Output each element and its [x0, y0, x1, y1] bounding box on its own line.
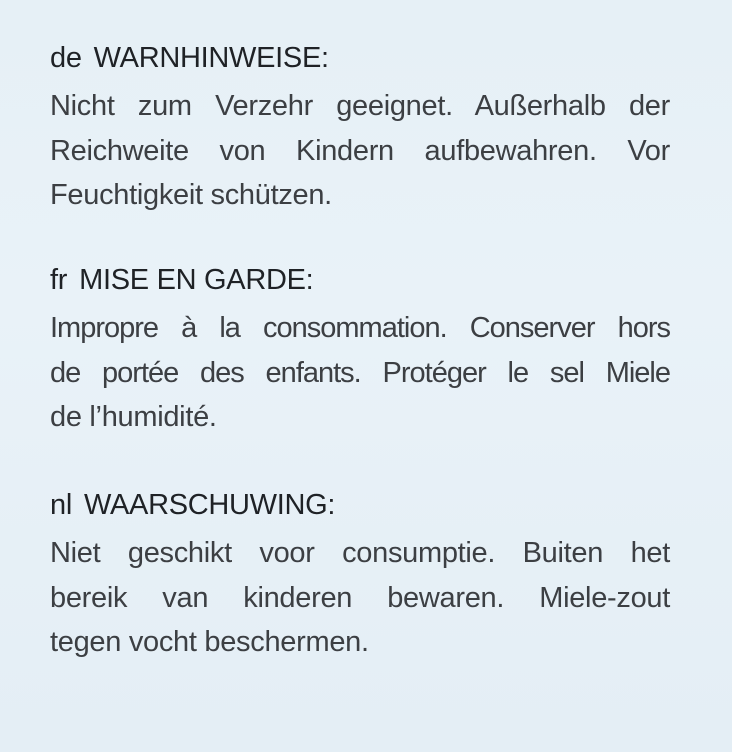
- text-line: Reichweite von Kindern aufbewahren. Vor: [50, 134, 670, 167]
- language-code: fr: [50, 264, 68, 296]
- section-heading: [50, 40, 670, 76]
- text-line: Impropre à la consommation. Conserver hors: [50, 312, 670, 344]
- section-heading: [50, 487, 670, 523]
- language-code: nl: [50, 489, 72, 521]
- section-title: WAARSCHUWING:: [83, 489, 336, 521]
- warning-text: [50, 531, 670, 665]
- section-title: MISE EN GARDE:: [79, 264, 314, 296]
- text-line: Nicht zum Verzehr geeignet. Außerhalb der: [50, 90, 670, 122]
- warning-section-nl: [50, 487, 670, 665]
- text-line: de portée des enfants. Protéger le sel Miele: [50, 356, 670, 389]
- section-title: WARNHINWEISE:: [93, 42, 329, 74]
- text-line: de l’humidité.: [50, 401, 217, 433]
- text-line: tegen vocht beschermen.: [50, 626, 369, 658]
- warning-section-de: [50, 40, 670, 218]
- text-line: bereik van kinderen bewaren. Miele-zout: [50, 581, 670, 614]
- warning-text: [50, 306, 670, 440]
- text-line: Niet geschikt voor consumptie. Buiten het: [50, 537, 670, 569]
- language-code: de: [50, 42, 82, 74]
- warning-section-fr: [50, 262, 670, 440]
- warning-text: [50, 84, 670, 218]
- section-heading: [50, 262, 670, 298]
- text-line: Feuchtigkeit schützen.: [50, 179, 332, 211]
